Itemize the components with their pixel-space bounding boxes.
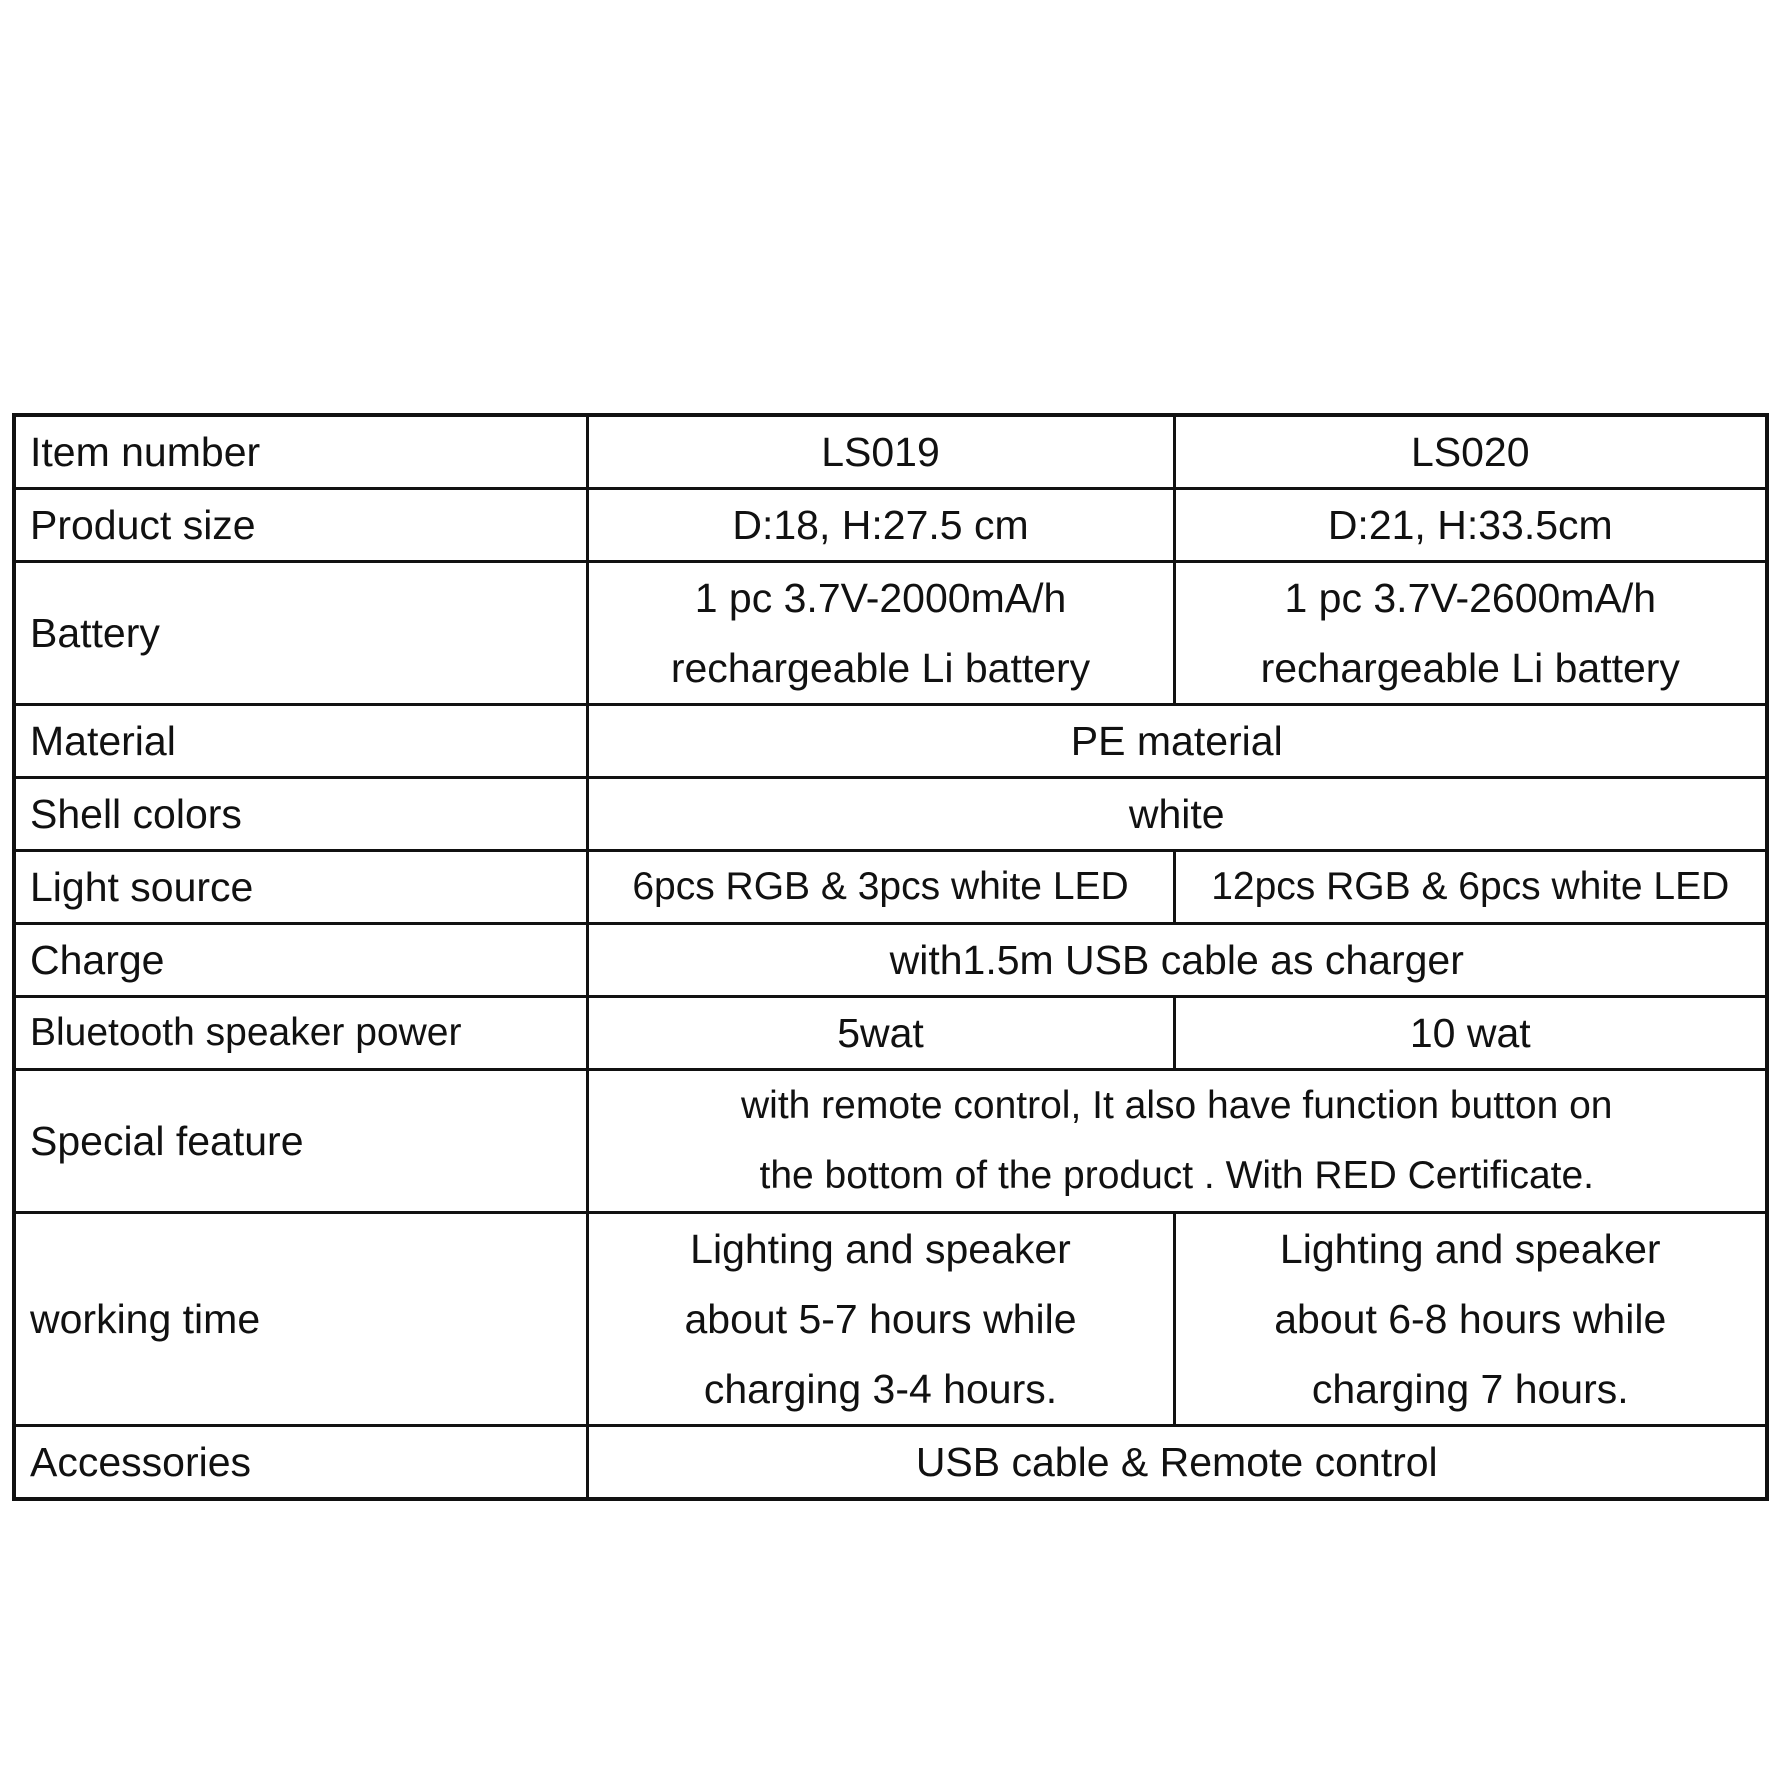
value-accessories: USB cable & Remote control (587, 1426, 1767, 1500)
row-item-number (14, 415, 1767, 489)
spec-table (12, 413, 1769, 1501)
label-bluetooth-speaker-power: Bluetooth speaker power (14, 997, 587, 1070)
value-ls020-battery: 1 pc 3.7V-2600mA/h rechargeable Li battery (1174, 562, 1767, 705)
row-bluetooth-speaker-power (14, 997, 1767, 1070)
label-product-size: Product size (14, 489, 587, 562)
row-shell-colors (14, 778, 1767, 851)
row-battery (14, 562, 1767, 705)
value-ls019-item-number: LS019 (587, 415, 1174, 489)
label-light-source: Light source (14, 851, 587, 924)
value-ls019-battery: 1 pc 3.7V-2000mA/h rechargeable Li battery (587, 562, 1174, 705)
value-ls020-light-source: 12pcs RGB & 6pcs white LED (1174, 851, 1767, 924)
value-shell-colors: white (587, 778, 1767, 851)
value-ls020-item-number: LS020 (1174, 415, 1767, 489)
label-shell-colors: Shell colors (14, 778, 587, 851)
row-product-size (14, 489, 1767, 562)
row-charge (14, 924, 1767, 997)
label-working-time: working time (14, 1213, 587, 1426)
value-ls019-light-source: 6pcs RGB & 3pcs white LED (587, 851, 1174, 924)
value-ls020-product-size: D:21, H:33.5cm (1174, 489, 1767, 562)
label-material: Material (14, 705, 587, 778)
label-item-number: Item number (14, 415, 587, 489)
value-ls020-speaker-power: 10 wat (1174, 997, 1767, 1070)
row-accessories (14, 1426, 1767, 1500)
value-material: PE material (587, 705, 1767, 778)
row-working-time (14, 1213, 1767, 1426)
label-battery: Battery (14, 562, 587, 705)
value-ls019-working-time: Lighting and speaker about 5-7 hours while charging 3-4 hours. (587, 1213, 1174, 1426)
label-special-feature: Special feature (14, 1070, 587, 1213)
value-charge: with1.5m USB cable as charger (587, 924, 1767, 997)
row-special-feature (14, 1070, 1767, 1213)
row-material (14, 705, 1767, 778)
value-ls019-product-size: D:18, H:27.5 cm (587, 489, 1174, 562)
row-light-source (14, 851, 1767, 924)
value-ls019-speaker-power: 5wat (587, 997, 1174, 1070)
label-charge: Charge (14, 924, 587, 997)
value-special-feature: with remote control, It also have function button on the bottom of the product . With RED Certificate. (587, 1070, 1767, 1213)
value-ls020-working-time: Lighting and speaker about 6-8 hours while charging 7 hours. (1174, 1213, 1767, 1426)
label-accessories: Accessories (14, 1426, 587, 1500)
